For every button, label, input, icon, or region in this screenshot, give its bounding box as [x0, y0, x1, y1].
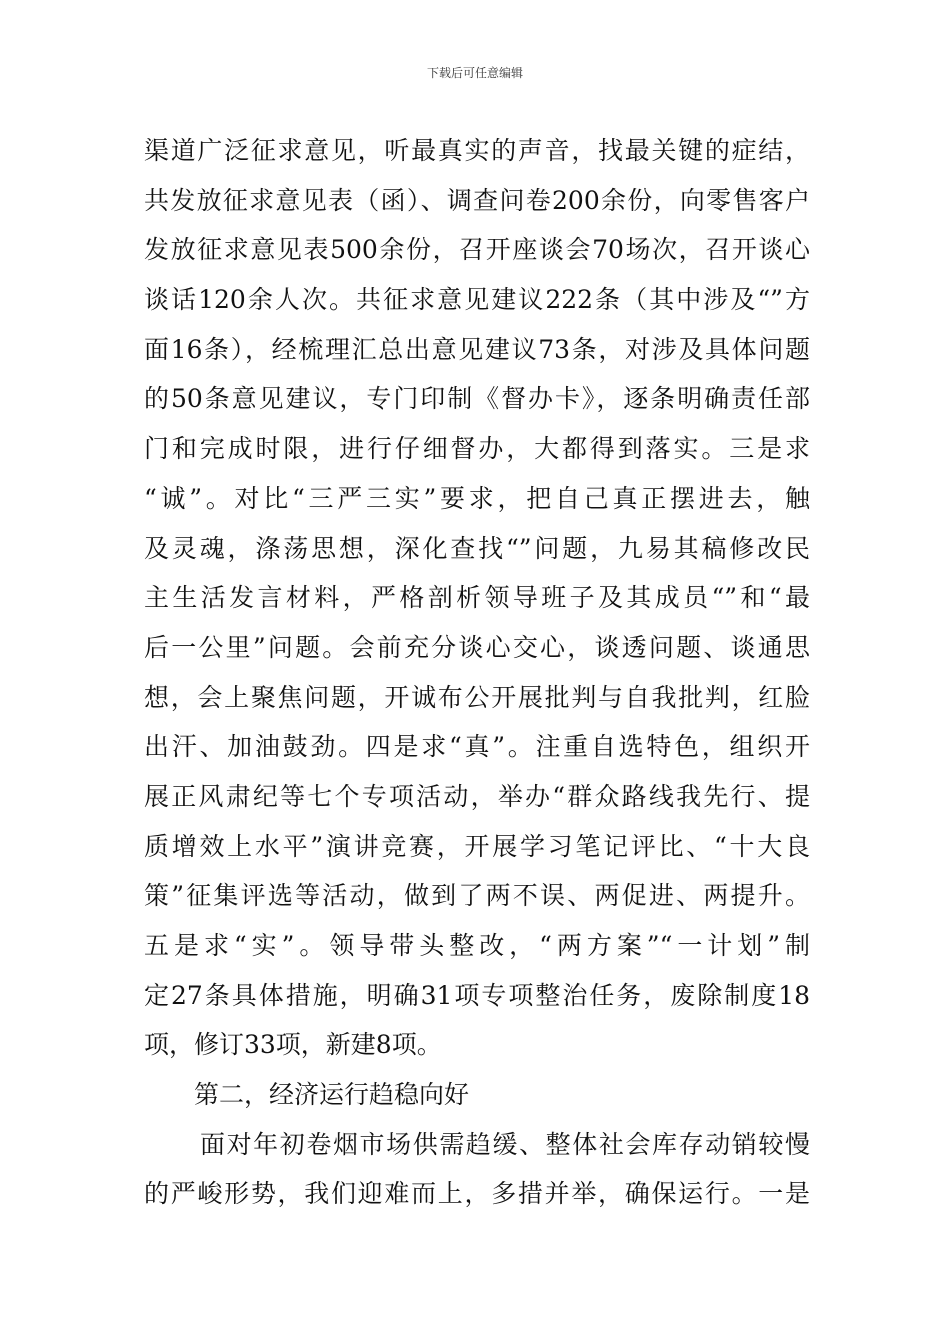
text-line: 主生活发言材料，严格剖析领导班子及其成员“”和“最	[144, 583, 810, 613]
text-line: 策”征集评选等活动，做到了两不误、两促进、两提升。	[144, 881, 810, 911]
text-line: 质增效上水平”演讲竞赛，开展学习笔记评比、“十大良	[144, 831, 810, 861]
text-line: 及灵魂，涤荡思想，深化查找“”问题，九易其稿修改民	[144, 533, 810, 563]
page-header: 下载后可任意编辑	[426, 66, 523, 80]
text-line: 发放征求意见表500余份，召开座谈会70场次，召开谈心	[144, 235, 810, 265]
text-line: 项，修订33项，新建8项。	[144, 1030, 442, 1060]
section-heading: 第二，经济运行趋稳向好	[194, 1080, 470, 1110]
text-line: 门和完成时限，进行仔细督办，大都得到落实。三是求	[144, 434, 810, 464]
text-line: 五是求“实”。领导带头整改，“两方案”“一计划”制	[144, 931, 810, 960]
text-line: 出汗、加油鼓劲。四是求“真”。注重自选特色，组织开	[144, 732, 810, 762]
paragraph-1	[144, 126, 810, 1070]
text-line: “诚”。对比“三严三实”要求，把自己真正摆进去，触	[144, 483, 810, 513]
text-line: 展正风肃纪等七个专项活动，举办“群众路线我先行、提	[144, 781, 810, 811]
text-line: 定27条具体措施，明确31项专项整治任务，废除制度18	[144, 980, 810, 1010]
text-line: 的50条意见建议，专门印制《督办卡》，逐条明确责任部	[144, 384, 810, 414]
text-line: 渠道广泛征求意见，听最真实的声音，找最关键的症结，	[144, 136, 810, 165]
paragraph-2	[144, 1120, 810, 1219]
text-line: 共发放征求意见表（函）、调查问卷200余份，向零售客户	[144, 185, 810, 215]
text-line: 谈话120余人次。共征求意见建议222条（其中涉及“”方	[144, 285, 810, 315]
text-line: 想，会上聚焦问题，开诚布公开展批判与自我批判，红脸	[144, 682, 810, 712]
text-line: 后一公里”问题。会前充分谈心交心，谈透问题、谈通思	[144, 632, 810, 662]
text-line: 面对年初卷烟市场供需趋缓、整体社会库存动销较慢	[200, 1129, 810, 1159]
text-line: 面16条），经梳理汇总出意见建议73条，对涉及具体问题	[144, 334, 810, 364]
text-line: 的严峻形势，我们迎难而上，多措并举，确保运行。一是	[144, 1179, 810, 1209]
document-body	[144, 126, 810, 1219]
